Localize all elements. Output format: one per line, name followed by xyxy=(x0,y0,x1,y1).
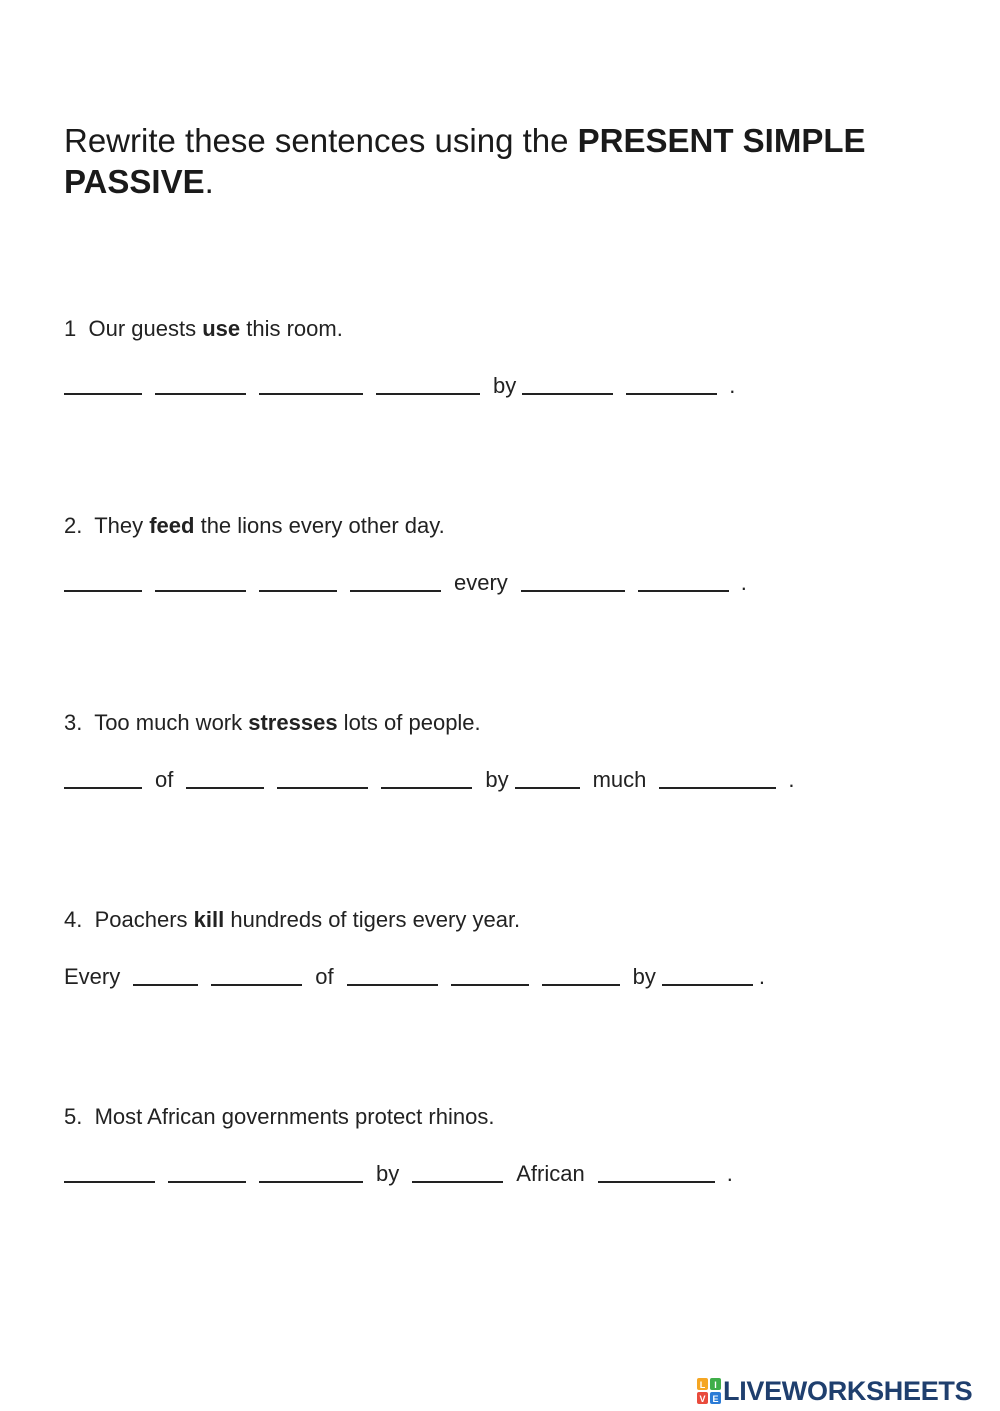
answer-blank[interactable] xyxy=(168,1161,246,1183)
answer-word: African xyxy=(516,1161,585,1186)
answer-blank[interactable] xyxy=(211,964,302,986)
answer-blank[interactable] xyxy=(133,964,198,986)
answer-blank[interactable] xyxy=(347,964,438,986)
answer-blank[interactable] xyxy=(662,964,753,986)
answer-blank[interactable] xyxy=(64,767,142,789)
answer-blank[interactable] xyxy=(521,570,625,592)
answer-blank[interactable] xyxy=(259,373,363,395)
question-2-answer-line xyxy=(64,569,964,597)
svg-text:L: L xyxy=(699,1380,706,1390)
question-4-prompt: 4. Poachers kill hundreds of tigers every year. xyxy=(64,907,521,932)
question-3-verb: stresses xyxy=(248,710,338,735)
liveworksheets-logo-icon xyxy=(697,1378,721,1404)
answer-blank[interactable] xyxy=(259,570,337,592)
answer-blank[interactable] xyxy=(277,767,368,789)
answer-blank[interactable] xyxy=(259,1161,363,1183)
answer-blank[interactable] xyxy=(381,767,472,789)
answer-blank[interactable] xyxy=(515,767,580,789)
instructions-title: Rewrite these sentences using the PRESENT SIMPLE PASSIVE. xyxy=(64,122,866,200)
logo-text: LIVEWORKSHEETS xyxy=(723,1375,973,1406)
svg-text:V: V xyxy=(699,1394,706,1404)
question-2-prompt: 2. They feed the lions every other day. xyxy=(64,513,445,538)
svg-text:E: E xyxy=(712,1394,719,1404)
answer-word: Every xyxy=(64,964,121,989)
answer-period: . xyxy=(788,767,795,792)
svg-text:I: I xyxy=(714,1380,717,1390)
answer-blank[interactable] xyxy=(638,570,729,592)
answer-blank[interactable] xyxy=(350,570,441,592)
answer-blank[interactable] xyxy=(598,1161,715,1183)
answer-blank[interactable] xyxy=(542,964,620,986)
answer-blank[interactable] xyxy=(64,570,142,592)
answer-period: . xyxy=(726,1161,733,1186)
answer-word: every xyxy=(454,570,508,595)
question-1-verb: use xyxy=(202,316,241,341)
answer-blank[interactable] xyxy=(155,570,246,592)
answer-blank[interactable] xyxy=(64,373,142,395)
answer-period: . xyxy=(758,964,765,989)
question-4-answer-line xyxy=(64,963,964,991)
question-3-answer-line xyxy=(64,766,964,794)
answer-blank[interactable] xyxy=(626,373,717,395)
answer-blank[interactable] xyxy=(659,767,776,789)
tense-name: PRESENT SIMPLE PASSIVE xyxy=(64,122,866,200)
question-5-answer-line xyxy=(64,1160,964,1188)
answer-word: by xyxy=(632,964,656,989)
question-4-verb: kill xyxy=(193,907,225,932)
question-1-answer-line xyxy=(64,372,964,400)
answer-word: of xyxy=(155,767,174,792)
question-3-prompt: 3. Too much work stresses lots of people. xyxy=(64,710,481,735)
answer-blank[interactable] xyxy=(186,767,264,789)
answer-blank[interactable] xyxy=(155,373,246,395)
answer-period: . xyxy=(729,373,736,398)
answer-period: . xyxy=(740,570,747,595)
question-5-prompt: 5. Most African governments protect rhinos. xyxy=(64,1104,495,1129)
answer-word: by xyxy=(485,767,509,792)
answer-blank[interactable] xyxy=(376,373,480,395)
question-1-prompt: 1 Our guests use this room. xyxy=(64,316,343,341)
answer-word: by xyxy=(376,1161,400,1186)
answer-word: much xyxy=(592,767,647,792)
answer-word: of xyxy=(315,964,334,989)
answer-blank[interactable] xyxy=(522,373,613,395)
liveworksheets-logo xyxy=(697,1376,972,1406)
question-2-verb: feed xyxy=(149,513,195,538)
answer-blank[interactable] xyxy=(412,1161,503,1183)
answer-word: by xyxy=(493,373,517,398)
answer-blank[interactable] xyxy=(451,964,529,986)
answer-blank[interactable] xyxy=(64,1161,155,1183)
